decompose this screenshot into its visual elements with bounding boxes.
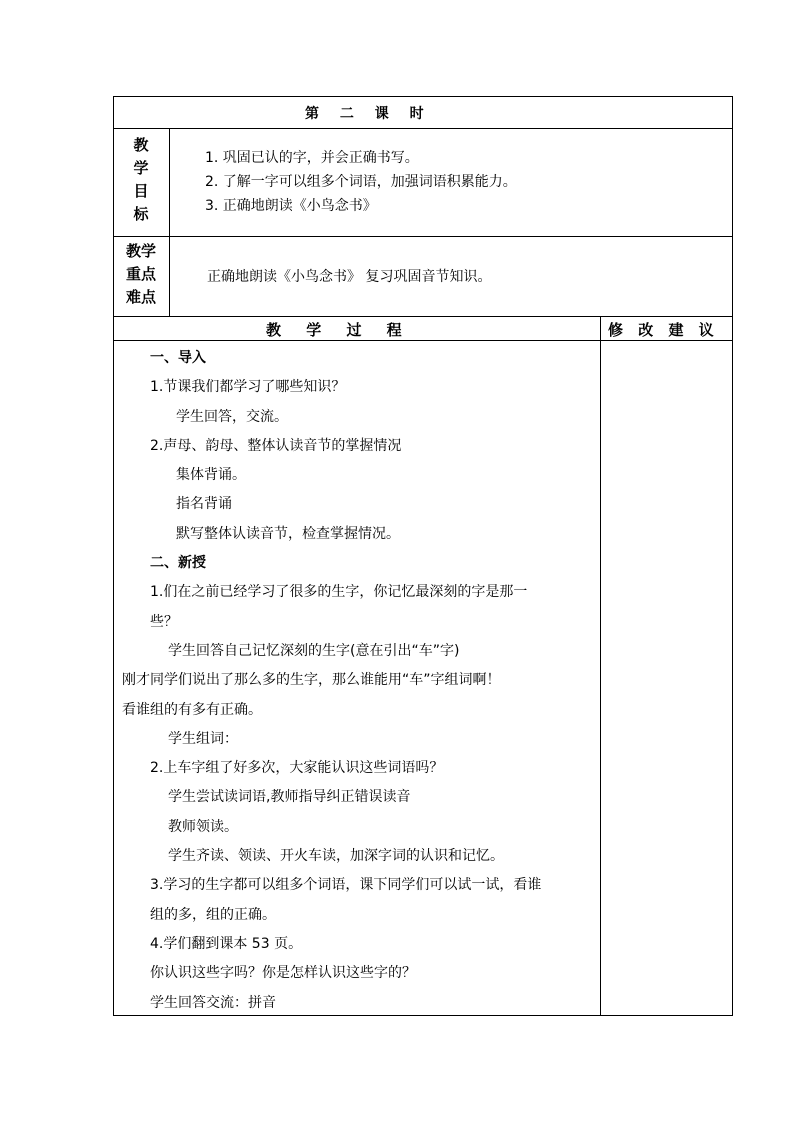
row-divider [113, 128, 733, 129]
process-line: 学生尝试读词语,教师指导纠正错误读音 [168, 789, 411, 806]
process-line: 集体背诵。 [176, 467, 246, 484]
process-line: 学生回答交流：拼音 [150, 994, 276, 1011]
goals-label [113, 134, 169, 226]
process-line: 你认识这些字吗？你是怎样认识这些字的？ [150, 965, 416, 982]
process-line: 一、导入 [150, 350, 206, 366]
goals-list [205, 146, 517, 218]
process-line: 4.学们翻到课本 53 页。 [150, 935, 303, 952]
process-line: 组的多，组的正确。 [150, 906, 276, 923]
label-column-divider [169, 128, 170, 316]
goal-item: 1. 巩固已认的字，并会正确书写。 [205, 150, 419, 166]
goal-item: 2. 了解一字可以组多个词语，加强词语积累能力。 [205, 174, 517, 190]
process-line: 1.们在之前已经学习了很多的生字，你记忆最深刻的字是那一 [150, 584, 528, 601]
revision-column-divider [600, 316, 601, 1016]
lesson-title: 第 二 课 时 [305, 106, 432, 122]
key-points-label-line: 重点 [125, 265, 156, 283]
key-points-label-line: 难点 [125, 288, 156, 306]
process-line: 二、新授 [150, 555, 206, 572]
key-points-label-line: 教学 [125, 242, 156, 260]
key-points-text: 正确地朗读《小鸟念书》 复习巩固音节知识。 [207, 269, 492, 285]
row-divider [113, 316, 733, 317]
process-content [122, 344, 600, 1018]
process-line: 学生齐读、领读、开火车读，加深字词的认识和记忆。 [168, 848, 504, 865]
row-divider [113, 340, 733, 341]
process-line: 刚才同学们说出了那么多的生字，那么谁能用“车”字组词啊！ [122, 672, 501, 689]
goals-label-char: 学 [133, 159, 149, 177]
process-line: 指名背诵 [176, 496, 232, 513]
row-divider [113, 236, 733, 237]
goals-label-char: 教 [133, 136, 149, 154]
goals-label-char: 标 [133, 205, 149, 223]
process-line: 2.上车字组了好多次，大家能认识这些词语吗？ [150, 760, 444, 777]
process-line: 3.学习的生字都可以组多个词语，课下同学们可以试一试，看谁 [150, 877, 542, 894]
process-line: 2.声母、韵母、整体认读音节的掌握情况 [150, 437, 402, 454]
process-line: 看谁组的有多有正确。 [122, 701, 262, 718]
goals-label-char: 目 [133, 182, 149, 200]
process-header: 教 学 过 程 [266, 321, 412, 339]
process-line: 默写整体认读音节，检查掌握情况。 [176, 525, 400, 542]
goal-item: 3. 正确地朗读《小鸟念书》 [205, 198, 377, 214]
process-line: 学生组词： [168, 730, 238, 747]
key-points-label [113, 240, 169, 309]
process-line: 些？ [150, 613, 178, 630]
revision-header: 修 改 建 议 [608, 321, 719, 339]
process-line: 学生回答自己记忆深刻的生字(意在引出“车”字) [168, 642, 460, 659]
process-line: 学生回答，交流。 [176, 408, 288, 425]
process-line: 1.节课我们都学习了哪些知识？ [150, 379, 346, 396]
process-line: 教师领读。 [168, 818, 238, 835]
